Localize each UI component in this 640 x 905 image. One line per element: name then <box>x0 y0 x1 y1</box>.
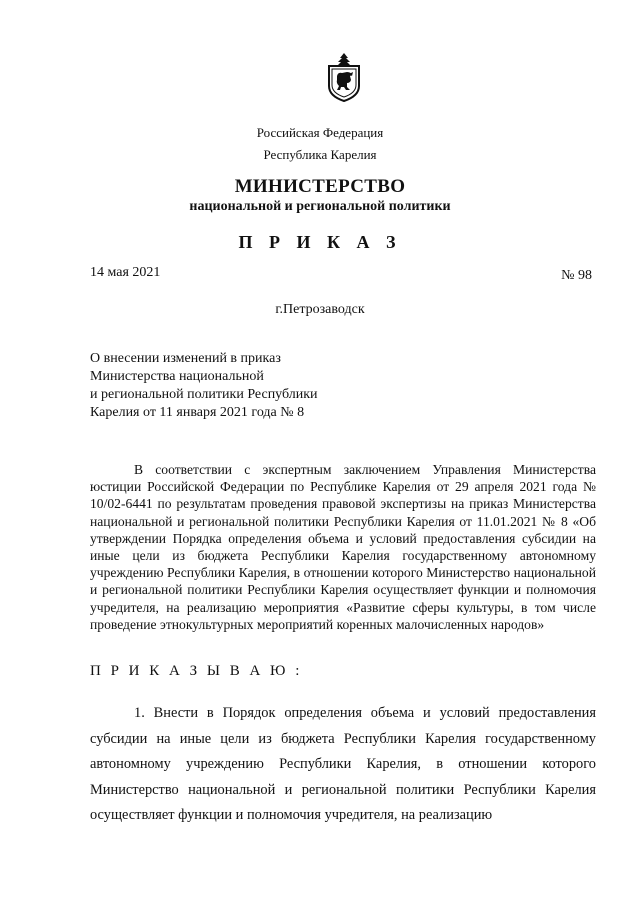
order-city: г.Петрозаводск <box>275 302 365 317</box>
order-command: П Р И К А З Ы В А Ю : <box>90 663 303 679</box>
republic-name: Республика Карелия <box>263 147 377 162</box>
karelia-coat-of-arms-icon <box>325 52 363 102</box>
order-item-1 <box>90 701 596 829</box>
order-title: П Р И К А З <box>238 232 402 252</box>
order-item-1-text: 1. Внести в Порядок определения объема и условий предоставления субсидии на иные цели из бюджета Республики Карелия государственному автономному учреждению Республики Карелия, в отношении которого Министерство национальной и региональной политики Республики Карелия осуществляет функции и полномочия учредителя, на реализацию <box>90 705 596 823</box>
preamble-paragraph: В соответствии с экспертным заключением Управления Министерства юстиции Российской Федерации по Республике Карелия от 29 апреля 2021 года № 10/02-6441 по результатам проведения правовой экспертизы на приказ Министерства национальной и региональной политики Республики Карелия от 11.01.2021 № 8 «Об утверждении Порядка определения объема и условий предоставления субсидии на иные цели из бюджета Республики Карелия государственному автономному учреждению Республики Карелия, в отношении которого Министерство национальной и региональной политики Республики Карелия осуществляет функции и полномочия учредителя, на реализацию мероприятия «Развитие сферы культуры, в том числе проведение этнокультурных мероприятий коренных малочисленных народов» <box>90 462 596 632</box>
ministry-title: МИНИСТЕРСТВО <box>234 176 406 197</box>
ministry-subtitle: национальной и региональной политики <box>189 199 451 214</box>
subject-line: Министерства национальной <box>90 369 264 384</box>
subject-line: О внесении изменений в приказ <box>90 351 281 366</box>
subject-line: Карелия от 11 января 2021 года № 8 <box>90 405 305 420</box>
order-date: 14 мая 2021 <box>90 265 161 280</box>
country-name: Российская Федерация <box>256 125 384 140</box>
order-number: № 98 <box>561 268 592 283</box>
order-subject <box>90 350 390 422</box>
subject-line: и региональной политики Республики <box>90 387 318 402</box>
preamble <box>90 461 596 633</box>
